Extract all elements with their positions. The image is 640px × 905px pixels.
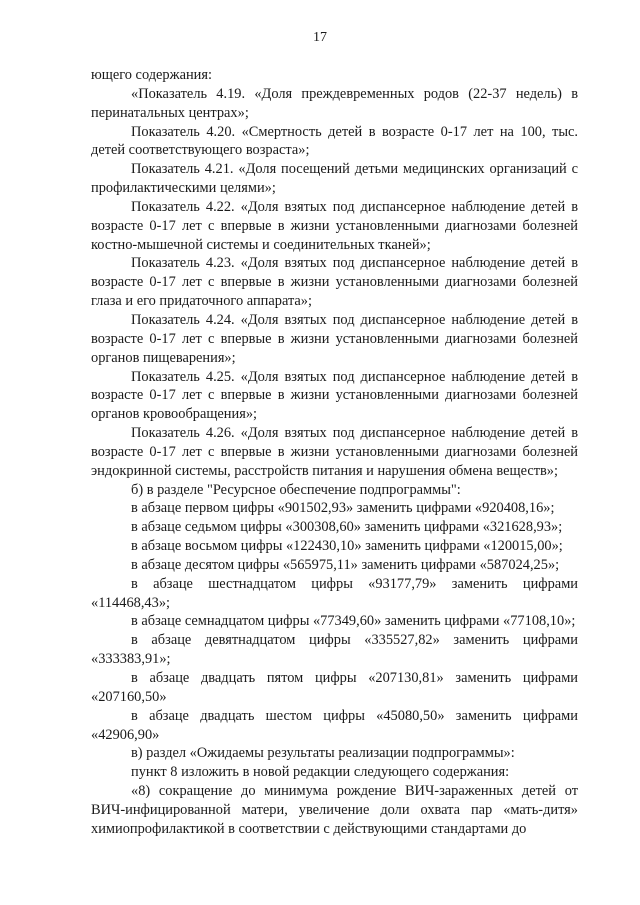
paragraph: пункт 8 изложить в новой редакции следующего содержания: (131, 764, 510, 781)
paragraph: в абзаце первом цифры «901502,93» заменить цифрами «920408,16»; (131, 500, 555, 517)
paragraph: Показатель 4.22. «Доля взятых под диспансерное наблюдение детей в возрасте 0-17 лет с впервые в жизни установленными диагнозами болезней костно-мышечной системы и соединительных тканей»; (91, 198, 578, 253)
page-number: 17 (313, 30, 327, 45)
paragraph: «8) сокращение до минимума рождение ВИЧ-зараженных детей от ВИЧ-инфицированной матери, увеличение доли охвата пар «мать-дитя» химиопрофилактикой в соответствии с действующими стандартами до (91, 783, 578, 837)
paragraph: в) раздел «Ожидаемы результаты реализации подпрограммы»: (131, 745, 515, 762)
paragraph: в абзаце восьмом цифры «122430,10» заменить цифрами «120015,00»; (131, 538, 563, 555)
paragraph: в абзаце шестнадцатом цифры «93177,79» заменить цифрами «114468,43»; (91, 575, 578, 611)
document-body (91, 66, 578, 839)
paragraph: Показатель 4.24. «Доля взятых под диспансерное наблюдение детей в возрасте 0-17 лет с впервые в жизни установленными диагнозами болезней органов пищеварения»; (91, 311, 578, 366)
paragraph: в абзаце двадцать пятом цифры «207130,81» заменить цифрами «207160,50» (91, 670, 578, 705)
paragraph: в абзаце двадцать шестом цифры «45080,50» заменить цифрами «42906,90» (91, 707, 578, 743)
paragraph: в абзаце седьмом цифры «300308,60» заменить цифрами «321628,93»; (131, 519, 563, 536)
paragraph: Показатель 4.23. «Доля взятых под диспансерное наблюдение детей в возрасте 0-17 лет с впервые в жизни установленными диагнозами болезней глаза и его придаточного аппарата»; (91, 255, 578, 310)
paragraph: Показатель 4.25. «Доля взятых под диспансерное наблюдение детей в возрасте 0-17 лет с впервые в жизни установленными диагнозами болезней органов кровообращения»; (91, 368, 578, 423)
paragraph: б) в разделе "Ресурсное обеспечение подпрограммы": (131, 481, 461, 498)
paragraph: в абзаце девятнадцатом цифры «335527,82» заменить цифрами «333383,91»; (91, 632, 578, 668)
paragraph: Показатель 4.20. «Смертность детей в возрасте 0-17 лет на 100, тыс. детей соответствующего возраста»; (91, 123, 578, 159)
paragraph: в абзаце семнадцатом цифры «77349,60» заменить цифрами «77108,10»; (131, 613, 576, 630)
paragraph: Показатель 4.26. «Доля взятых под диспансерное наблюдение детей в возрасте 0-17 лет с впервые в жизни установленными диагнозами болезней эндокринной системы, расстройств питания и нарушения обмена веществ»; (91, 425, 578, 479)
paragraph: «Показатель 4.19. «Доля преждевременных родов (22-37 недель) в перинатальных центрах»; (91, 85, 578, 121)
paragraph: ющего содержания: (91, 67, 212, 83)
paragraph: в абзаце десятом цифры «565975,11» заменить цифрами «587024,25»; (131, 556, 560, 573)
paragraph: Показатель 4.21. «Доля посещений детьми медицинских организаций с профилактическими целями»; (91, 161, 578, 197)
